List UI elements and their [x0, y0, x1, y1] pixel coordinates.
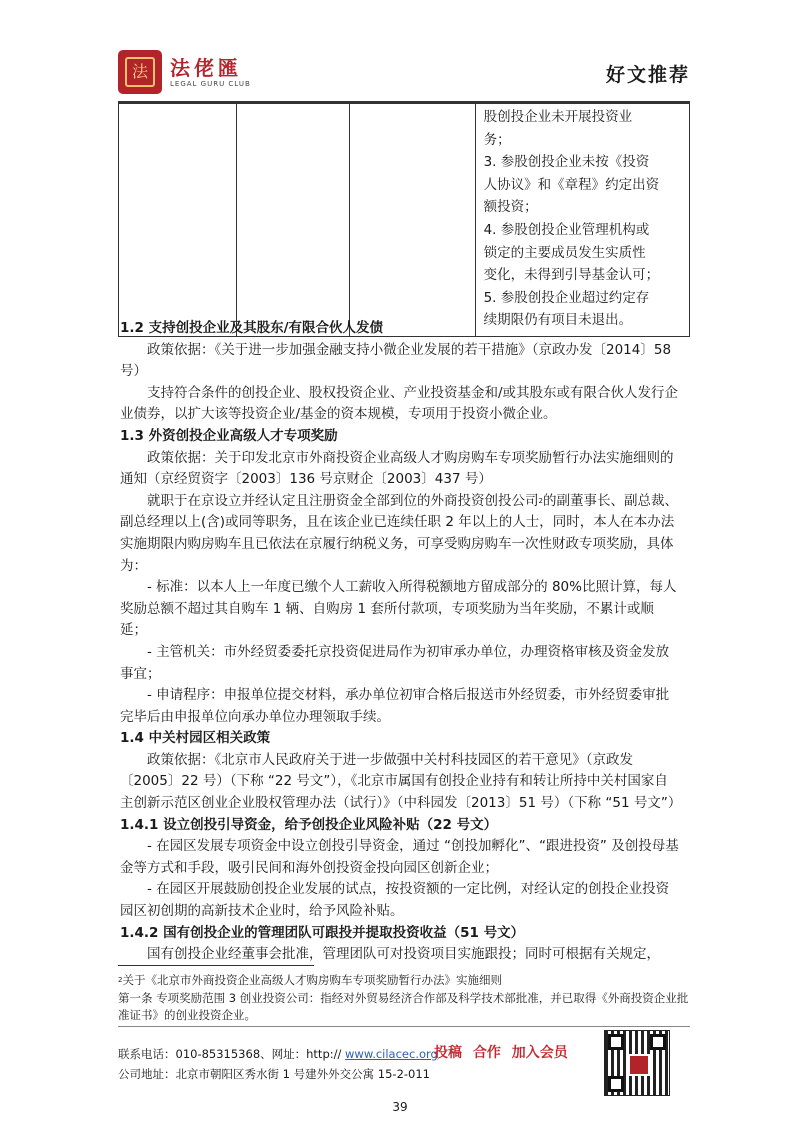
logo-icon: [118, 50, 162, 94]
logo-emblem: 法: [125, 57, 155, 87]
bullet-item: - 在园区发展专项资金中设立创投引导资金，通过 “创投加孵化”、“跟进投资” 及创投母基金等方式和手段，吸引民间和海外创投资金投向园区创新企业；: [120, 838, 679, 876]
policy-basis: 政策依据：关于印发北京市外商投资企业高级人才购房购车专项奖励暂行办法实施细则的通知（京经贸资字〔2003〕136 号京财企〔2003〕437 号）: [120, 449, 674, 488]
table-line: 4. 参股创投企业管理机构或: [483, 221, 650, 238]
table-line: 3. 参股创投企业未按《投资: [483, 154, 650, 171]
footnote-line: [118, 972, 690, 990]
logo-title: 法佬匯: [170, 56, 242, 80]
logo-subtitle: LEGAL GURU CLUB: [170, 80, 251, 88]
bullet-standard: - 标准：以本人上一年度已缴个人工薪收入所得税额地方留成部分的 80%比照计算，每人奖励总额不超过其自购车 1 辆、自购房 1 套所付款项，专项奖励为当年奖励，不累计或顺延；: [120, 579, 677, 639]
section-heading-1-4-2: 1.4.2 国有创投企业的管理团队可跟投并提取投资收益（51 号文）: [120, 924, 525, 941]
phone-text: 联系电话：010-85315368、网址：http://: [118, 1047, 346, 1061]
paragraph: [120, 491, 680, 577]
section-heading-1-4-1: 1.4.1 设立创投引导资金，给予创投企业风险补贴（22 号文）: [120, 816, 498, 833]
footnote-text: 关于《北京市外商投资企业高级人才购房购车专项奖励暂行办法》实施细则: [122, 973, 502, 987]
section-heading-1-2: 1.2 支持创投企业及其股东/有限合伙人发债: [120, 320, 384, 336]
footnote-divider: [118, 965, 314, 966]
footnote: [118, 972, 690, 1025]
bullet-item: - 在园区开展鼓励创投企业发展的试点，按投资额的一定比例，对经认定的创投企业投资园区初创期的高新技术企业时，给予风险补贴。: [120, 881, 670, 920]
table-cell: [236, 104, 349, 337]
page-number: 39: [392, 1100, 408, 1114]
table-line: 变化，未得到引导基金认可；: [483, 267, 660, 284]
paragraph-text: 的副董事长、副总裁、副总经理以上(含)或同等职务，且在该企业已连续任职 2 年以上的人士，同时，本人在本办法实施期限内购房购车且已依法在京履行纳税义务，可享受购房购车一次性财政专项奖励，具体为：: [120, 492, 678, 574]
address-text: 公司地址：北京市朝阳区秀水街 1 号建外外交公寓 15-2-011: [118, 1067, 430, 1081]
table-line: 务；: [483, 131, 511, 148]
contact-info: [118, 1044, 438, 1084]
website-link[interactable]: www.cilacec.org: [345, 1047, 438, 1061]
section-heading-1-3: 1.3 外资创投企业高级人才专项奖励: [120, 427, 338, 444]
qr-corner: [650, 1034, 666, 1050]
table-line: 5. 参股创投企业超过约定存: [483, 289, 650, 306]
table-cell-text: [476, 104, 689, 336]
paragraph: 支持符合条件的创投企业、股权投资企业、产业投资基金和/或其股东或有限合伙人发行企业债券，以扩大该等投资企业/基金的资本规模，专项用于投资小微企业。: [120, 384, 679, 423]
footer-actions: [434, 1042, 574, 1062]
submit-article-link[interactable]: 投稿: [434, 1045, 462, 1061]
section-heading-1-4: 1.4 中关村园区相关政策: [120, 730, 271, 747]
table-line: 额投资；: [483, 199, 538, 216]
table-cell: [475, 104, 689, 337]
table-cell: [349, 104, 475, 337]
paragraph-text: 就职于在京设立并经认定且注册资金全部到位的外商投资创投公司: [147, 492, 539, 509]
policy-basis: 政策依据：《北京市人民政府关于进一步做强中关村科技园区的若干意见》（京政发〔2005〕22 号）（下称 “22 号文”），《北京市属国有创投企业持有和转让所持中关村国家自主创新示范区创业企业股权管理办法（试行）》（中科园发〔2013〕51 号）（下称 “51 号文”）: [120, 751, 682, 812]
footnote-reference[interactable]: 2: [538, 496, 543, 505]
contact-line: [118, 1044, 438, 1064]
policy-basis: 政策依据：《关于进一步加强金融支持小微企业发展的若干措施》（京政办发〔2014〕58 号）: [120, 341, 672, 380]
document-body: [120, 318, 680, 966]
bullet-procedure: - 申请程序：申报单位提交材料，承办单位初审合格后报送市外经贸委，市外经贸委审批完毕后由申报单位向承办单位办理领取手续。: [120, 687, 670, 725]
table-cell: [119, 104, 237, 337]
footnote-mark: 2: [118, 976, 123, 984]
table-line: 股创投企业未开展投资业: [483, 109, 633, 125]
policy-table: [118, 103, 690, 337]
section-title: 好文推荐: [605, 64, 690, 86]
table-row: [119, 104, 690, 337]
paragraph: 国有创投企业经董事会批准，管理团队可对投资项目实施跟投；同时可根据有关规定，: [147, 946, 660, 963]
qr-code-icon: [604, 1030, 670, 1096]
qr-corner: [608, 1076, 624, 1092]
qr-corner: [608, 1034, 624, 1050]
table-line: 续期限仍有项目未退出。: [483, 312, 633, 329]
footnote-line: 第一条 专项奖励范围 3 创业投资公司：指经对外贸易经济合作部及科学技术部批准，并已取得《外商投资企业批准证书》的创业投资企业。: [118, 990, 689, 1022]
footer-divider: [118, 1026, 690, 1027]
page-header: [118, 50, 690, 100]
qr-logo: [628, 1054, 650, 1076]
cooperate-link[interactable]: 合作: [472, 1045, 501, 1061]
table-line: 人协议》和《章程》约定出资: [483, 176, 660, 193]
join-member-link[interactable]: 加入会员: [511, 1045, 568, 1061]
table-line: 锁定的主要成员发生实质性: [483, 244, 646, 261]
bullet-authority: - 主管机关：市外经贸委委托京投资促进局作为初审承办单位，办理资格审核及资金发放事宜；: [120, 643, 670, 682]
